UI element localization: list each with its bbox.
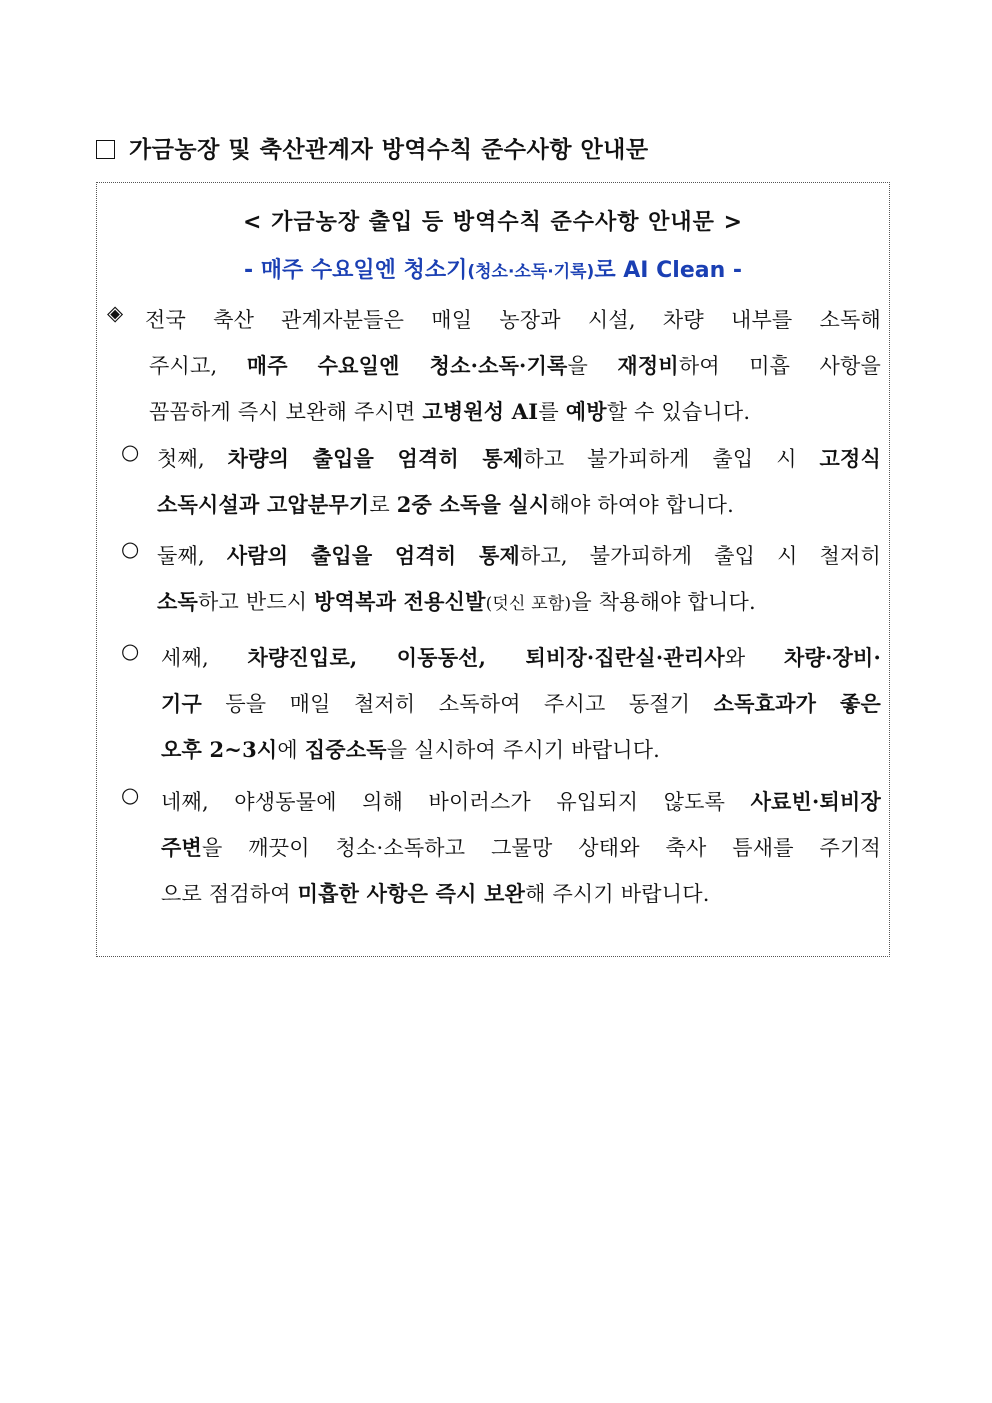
text-run: 할 수 있습니다. (606, 400, 751, 424)
bold-run: 사료빈·퇴비장 (750, 789, 881, 814)
section-heading-text: 가금농장 및 축산관계자 방역수칙 준수사항 안내문 (129, 137, 649, 163)
text-run: 를 (538, 400, 566, 424)
paragraph-line (145, 343, 881, 389)
bold-run: 소독효과가 좋은 (713, 691, 882, 716)
paragraph-line (161, 825, 881, 871)
paragraph-line (161, 779, 881, 825)
paragraph-line (157, 579, 881, 627)
paragraph-line (161, 871, 881, 917)
bold-run: 방역복과 전용신발 (314, 589, 486, 614)
paragraph-line (157, 533, 881, 579)
item-1-paragraph (157, 436, 881, 528)
item-3-paragraph (161, 635, 881, 773)
bold-run: 매주 수요일엔 청소·소독·기록 (246, 353, 568, 378)
notice-title: < 가금농장 출입 등 방역수칙 준수사항 안내문 > (242, 210, 744, 235)
circle-bullet-icon: ○ (121, 537, 140, 561)
text-run: 전국 축산 관계자분들은 매일 농장과 시설, 차량 내부를 소독해 (145, 308, 881, 332)
bold-run: 기구 (161, 691, 202, 716)
bold-run: 2중 소독을 실시 (396, 492, 550, 517)
subtitle-small-part: (청소·소독·기록) (467, 262, 595, 282)
paragraph-line (157, 482, 881, 528)
text-run: 을 실시하여 주시기 바랍니다. (386, 738, 661, 762)
bold-run: 고정식 (819, 446, 881, 471)
paragraph-line (145, 297, 881, 343)
text-run: 에 (277, 738, 305, 762)
paragraph-line (161, 727, 881, 773)
item-4-paragraph (161, 779, 881, 917)
text-run: 와 (724, 646, 785, 670)
text-run: 등을 매일 철저히 소독하여 주시고 동절기 (201, 692, 714, 716)
text-run: 을 깨끗이 청소·소독하고 그물망 상태와 축사 틈새를 주기적 (201, 836, 881, 860)
bold-run: 예방 (565, 399, 607, 424)
bold-run: 오후 2~3시 (161, 737, 278, 762)
bold-run: 사람의 출입을 엄격히 통제 (226, 543, 520, 568)
text-run: 해 주시기 바랍니다. (525, 882, 710, 906)
text-run: 하여 미흡 사항을 (678, 354, 881, 378)
text-run: 네째, 야생동물에 의해 바이러스가 유입되지 않도록 (161, 790, 751, 814)
paragraph-line (157, 436, 881, 482)
circle-bullet-icon: ○ (121, 440, 140, 464)
diamond-icon: ◈ (107, 301, 124, 325)
small-run: (덧신 포함) (485, 594, 572, 614)
bold-run: 소독시설과 고압분무기 (157, 492, 370, 517)
checkbox-square-icon (96, 140, 115, 159)
bold-run: 집중소독 (304, 737, 387, 762)
bold-run: 차량의 출입을 엄격히 통제 (227, 446, 524, 471)
text-run: 첫째, (157, 447, 228, 471)
paragraph-line (145, 389, 881, 435)
circle-bullet-icon: ○ (121, 639, 140, 663)
subtitle-part: 로 AI Clean - (594, 258, 743, 283)
intro-paragraph (145, 297, 881, 435)
bold-run: 재정비 (617, 353, 679, 378)
text-run: 하고 반드시 (197, 590, 315, 614)
bold-run: 차량진입로, 이동동선, 퇴비장·집란실·관리사 (247, 645, 725, 670)
text-run: 하고, 불가피하게 출입 시 철저히 (519, 544, 881, 568)
bold-run: 고병원성 AI (422, 399, 539, 424)
text-run: 세째, (161, 646, 248, 670)
paragraph-line (161, 681, 881, 727)
notice-subtitle (97, 253, 889, 284)
bold-run: 차량·장비· (784, 645, 881, 670)
notice-box (96, 182, 890, 957)
item-2-paragraph (157, 533, 881, 627)
section-heading (96, 131, 649, 164)
text-run: 주시고, (149, 354, 247, 378)
bold-run: 미흡한 사항은 즉시 보완 (297, 881, 526, 906)
circle-bullet-icon: ○ (121, 783, 140, 807)
paragraph-line (161, 635, 881, 681)
bold-run: 소독 (157, 589, 198, 614)
text-run: 하고 불가피하게 출입 시 (523, 447, 820, 471)
text-run: 꼼꼼하게 즉시 보완해 주시면 (149, 400, 423, 424)
bold-run: 주변 (161, 835, 202, 860)
text-run: 으로 점검하여 (161, 882, 298, 906)
text-run: 로 (369, 493, 397, 517)
text-run: 을 착용해야 합니다. (571, 590, 756, 614)
text-run: 을 (567, 354, 618, 378)
subtitle-part: - 매주 수요일엔 청소기 (243, 258, 468, 283)
text-run: 해야 하여야 합니다. (549, 493, 735, 517)
text-run: 둘째, (157, 544, 227, 568)
